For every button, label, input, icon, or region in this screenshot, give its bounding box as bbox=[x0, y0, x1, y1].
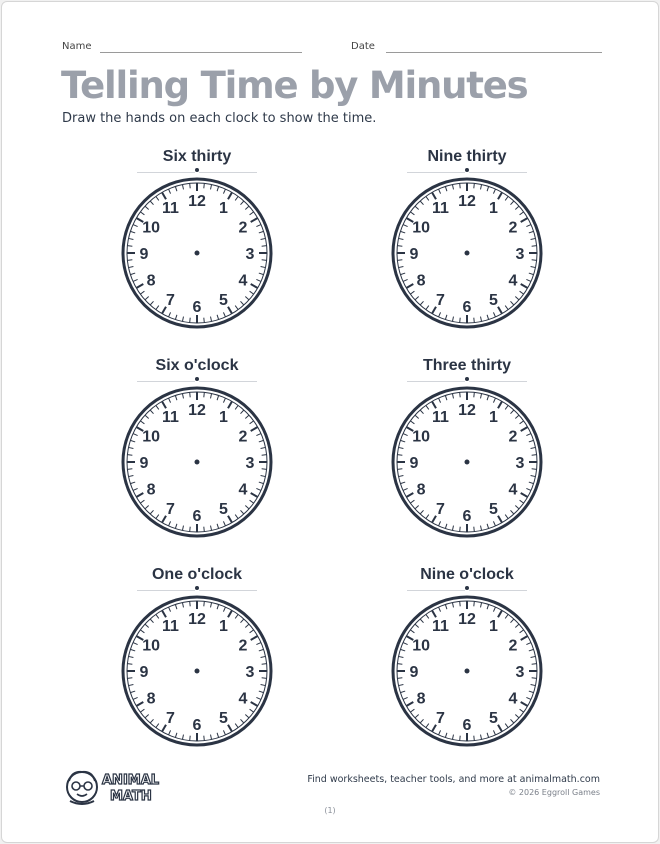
clock-center-dot bbox=[195, 251, 200, 256]
date-line[interactable] bbox=[386, 52, 602, 53]
clock-numeral: 10 bbox=[142, 219, 160, 237]
minute-tick bbox=[262, 246, 267, 247]
clock-numeral: 12 bbox=[458, 611, 476, 628]
label-rule-left bbox=[137, 381, 195, 382]
minute-tick bbox=[460, 527, 461, 532]
clock-item bbox=[352, 566, 582, 766]
clock-numeral: 11 bbox=[432, 409, 449, 427]
minute-tick bbox=[262, 260, 267, 261]
minute-tick bbox=[262, 664, 267, 665]
clock-numeral: 12 bbox=[188, 193, 206, 210]
minute-tick bbox=[474, 736, 475, 741]
clock-label: Nine o'clock bbox=[420, 566, 514, 583]
clock-numeral: 11 bbox=[162, 200, 179, 218]
clock-numeral: 3 bbox=[245, 664, 255, 681]
minute-tick bbox=[127, 260, 132, 261]
minute-tick bbox=[190, 318, 191, 323]
label-rule-left bbox=[137, 590, 195, 591]
clock-numeral: 12 bbox=[188, 611, 206, 628]
minute-tick bbox=[397, 469, 402, 470]
clock-numeral: 3 bbox=[515, 455, 525, 472]
clock-center-dot bbox=[195, 460, 200, 465]
minute-tick bbox=[397, 260, 402, 261]
clock-numeral: 9 bbox=[139, 455, 149, 472]
clock-numeral: 10 bbox=[412, 637, 430, 655]
minute-tick bbox=[127, 678, 132, 679]
clock-label: Three thirty bbox=[422, 357, 511, 374]
minute-tick bbox=[190, 736, 191, 741]
clock-item bbox=[82, 566, 312, 766]
clock-numeral: 2 bbox=[508, 219, 518, 237]
clock-numeral: 7 bbox=[166, 500, 175, 518]
label-rule-right bbox=[469, 590, 527, 591]
clock-numeral: 1 bbox=[489, 200, 498, 218]
minute-tick bbox=[474, 183, 475, 188]
minute-tick bbox=[262, 678, 267, 679]
date-label: Date bbox=[351, 41, 375, 52]
clock-item bbox=[82, 148, 312, 348]
clock-label: Nine thirty bbox=[427, 148, 507, 165]
label-rule-right bbox=[199, 590, 257, 591]
minute-tick bbox=[397, 678, 402, 679]
clock-center-dot bbox=[465, 460, 470, 465]
label-dot bbox=[195, 586, 199, 590]
clock-numeral: 7 bbox=[436, 709, 445, 727]
minute-tick bbox=[460, 601, 461, 606]
minute-tick bbox=[532, 664, 537, 665]
clock-numeral: 12 bbox=[458, 402, 476, 419]
minute-tick bbox=[474, 527, 475, 532]
minute-tick bbox=[127, 469, 132, 470]
clock-numeral: 8 bbox=[416, 481, 426, 499]
clock-numeral: 1 bbox=[219, 409, 228, 427]
clock-numeral: 12 bbox=[458, 193, 476, 210]
clock-numeral: 6 bbox=[192, 299, 202, 316]
clock-face[interactable] bbox=[390, 594, 544, 748]
clock-item bbox=[82, 357, 312, 557]
clock-numeral: 6 bbox=[192, 508, 202, 525]
clock-face[interactable] bbox=[120, 594, 274, 748]
label-rule-right bbox=[469, 172, 527, 173]
label-dot bbox=[465, 168, 469, 172]
minute-tick bbox=[460, 318, 461, 323]
clock-numeral: 3 bbox=[245, 455, 255, 472]
clock-numeral: 9 bbox=[139, 664, 149, 681]
label-rule-right bbox=[199, 172, 257, 173]
clock-numeral: 10 bbox=[142, 428, 160, 446]
clock-numeral: 10 bbox=[142, 637, 160, 655]
animal-math-logo-icon bbox=[62, 767, 172, 809]
minute-tick bbox=[127, 455, 132, 456]
minute-tick bbox=[532, 469, 537, 470]
clock-numeral: 1 bbox=[489, 618, 498, 636]
clock-numeral: 2 bbox=[508, 428, 518, 446]
clock-numeral: 7 bbox=[436, 291, 445, 309]
clock-numeral: 1 bbox=[489, 409, 498, 427]
clock-numeral: 11 bbox=[432, 618, 449, 636]
label-rule-left bbox=[407, 381, 465, 382]
clock-numeral: 7 bbox=[166, 291, 175, 309]
minute-tick bbox=[204, 527, 205, 532]
clock-face[interactable] bbox=[120, 385, 274, 539]
clock-numeral: 6 bbox=[462, 508, 472, 525]
clock-label: One o'clock bbox=[151, 566, 243, 583]
clock-numeral: 8 bbox=[416, 272, 426, 290]
minute-tick bbox=[262, 469, 267, 470]
clock-numeral: 3 bbox=[515, 246, 525, 263]
label-rule-left bbox=[137, 172, 195, 173]
clock-item bbox=[352, 357, 582, 557]
minute-tick bbox=[474, 601, 475, 606]
minute-tick bbox=[460, 736, 461, 741]
logo-text-line1: ANIMAL bbox=[102, 773, 160, 788]
minute-tick bbox=[397, 455, 402, 456]
label-rule-left bbox=[407, 590, 465, 591]
clock-center-dot bbox=[195, 669, 200, 674]
clock-face[interactable] bbox=[390, 176, 544, 330]
clock-numeral: 7 bbox=[166, 709, 175, 727]
clock-numeral: 6 bbox=[462, 299, 472, 316]
minute-tick bbox=[532, 246, 537, 247]
clock-numeral: 5 bbox=[219, 291, 228, 309]
clock-numeral: 4 bbox=[238, 481, 248, 499]
clock-numeral: 4 bbox=[508, 272, 518, 290]
clock-numeral: 3 bbox=[245, 246, 255, 263]
minute-tick bbox=[190, 183, 191, 188]
label-dot bbox=[195, 168, 199, 172]
label-rule-right bbox=[469, 381, 527, 382]
clock-numeral: 9 bbox=[409, 664, 419, 681]
minute-tick bbox=[532, 455, 537, 456]
minute-tick bbox=[204, 318, 205, 323]
clock-numeral: 2 bbox=[508, 637, 518, 655]
label-dot bbox=[195, 377, 199, 381]
clock-numeral: 4 bbox=[238, 272, 248, 290]
minute-tick bbox=[204, 183, 205, 188]
clock-numeral: 4 bbox=[238, 690, 248, 708]
clock-numeral: 11 bbox=[162, 409, 179, 427]
clock-numeral: 4 bbox=[508, 690, 518, 708]
clock-numeral: 8 bbox=[146, 272, 156, 290]
label-rule-right bbox=[199, 381, 257, 382]
clock-numeral: 4 bbox=[508, 481, 518, 499]
clock-numeral: 8 bbox=[416, 690, 426, 708]
label-rule-left bbox=[407, 172, 465, 173]
clock-numeral: 9 bbox=[409, 246, 419, 263]
clock-numeral: 7 bbox=[436, 500, 445, 518]
clock-numeral: 6 bbox=[192, 717, 202, 734]
minute-tick bbox=[532, 260, 537, 261]
clock-center-dot bbox=[465, 669, 470, 674]
minute-tick bbox=[532, 678, 537, 679]
clock-numeral: 5 bbox=[219, 500, 228, 518]
page-instructions: Draw the hands on each clock to show the time. bbox=[62, 111, 377, 126]
minute-tick bbox=[190, 392, 191, 397]
minute-tick bbox=[474, 392, 475, 397]
minute-tick bbox=[460, 392, 461, 397]
clock-numeral: 9 bbox=[139, 246, 149, 263]
clock-numeral: 2 bbox=[238, 637, 248, 655]
name-line[interactable] bbox=[100, 52, 302, 53]
page-title: Telling Time by Minutes bbox=[61, 64, 528, 107]
minute-tick bbox=[397, 246, 402, 247]
clock-numeral: 5 bbox=[489, 709, 498, 727]
clock-label: Six thirty bbox=[162, 148, 232, 165]
page-number: (1) bbox=[324, 806, 336, 815]
clock-numeral: 12 bbox=[188, 402, 206, 419]
clock-numeral: 5 bbox=[489, 500, 498, 518]
name-label: Name bbox=[62, 41, 92, 52]
clock-item bbox=[352, 148, 582, 348]
clock-numeral: 5 bbox=[489, 291, 498, 309]
minute-tick bbox=[204, 601, 205, 606]
minute-tick bbox=[262, 455, 267, 456]
clock-numeral: 8 bbox=[146, 481, 156, 499]
minute-tick bbox=[190, 601, 191, 606]
footer-copyright: © 2026 Eggroll Games bbox=[508, 788, 600, 797]
minute-tick bbox=[474, 318, 475, 323]
minute-tick bbox=[460, 183, 461, 188]
worksheet-page bbox=[1, 1, 659, 843]
label-dot bbox=[465, 586, 469, 590]
clock-numeral: 10 bbox=[412, 428, 430, 446]
clock-numeral: 1 bbox=[219, 618, 228, 636]
clock-numeral: 3 bbox=[515, 664, 525, 681]
clock-label: Six o'clock bbox=[155, 357, 239, 374]
clock-numeral: 5 bbox=[219, 709, 228, 727]
clock-numeral: 2 bbox=[238, 219, 248, 237]
clock-center-dot bbox=[465, 251, 470, 256]
clock-numeral: 6 bbox=[462, 717, 472, 734]
clock-numeral: 9 bbox=[409, 455, 419, 472]
clock-face[interactable] bbox=[120, 176, 274, 330]
minute-tick bbox=[204, 392, 205, 397]
minute-tick bbox=[190, 527, 191, 532]
logo-text-line2: MATH bbox=[110, 789, 152, 804]
minute-tick bbox=[397, 664, 402, 665]
footer-tagline: Find worksheets, teacher tools, and more at animalmath.com bbox=[307, 774, 600, 785]
minute-tick bbox=[127, 664, 132, 665]
clock-numeral: 10 bbox=[412, 219, 430, 237]
clock-numeral: 11 bbox=[432, 200, 449, 218]
minute-tick bbox=[127, 246, 132, 247]
label-dot bbox=[465, 377, 469, 381]
minute-tick bbox=[204, 736, 205, 741]
clock-face[interactable] bbox=[390, 385, 544, 539]
clock-numeral: 8 bbox=[146, 690, 156, 708]
clock-numeral: 11 bbox=[162, 618, 179, 636]
clock-numeral: 1 bbox=[219, 200, 228, 218]
clock-numeral: 2 bbox=[238, 428, 248, 446]
